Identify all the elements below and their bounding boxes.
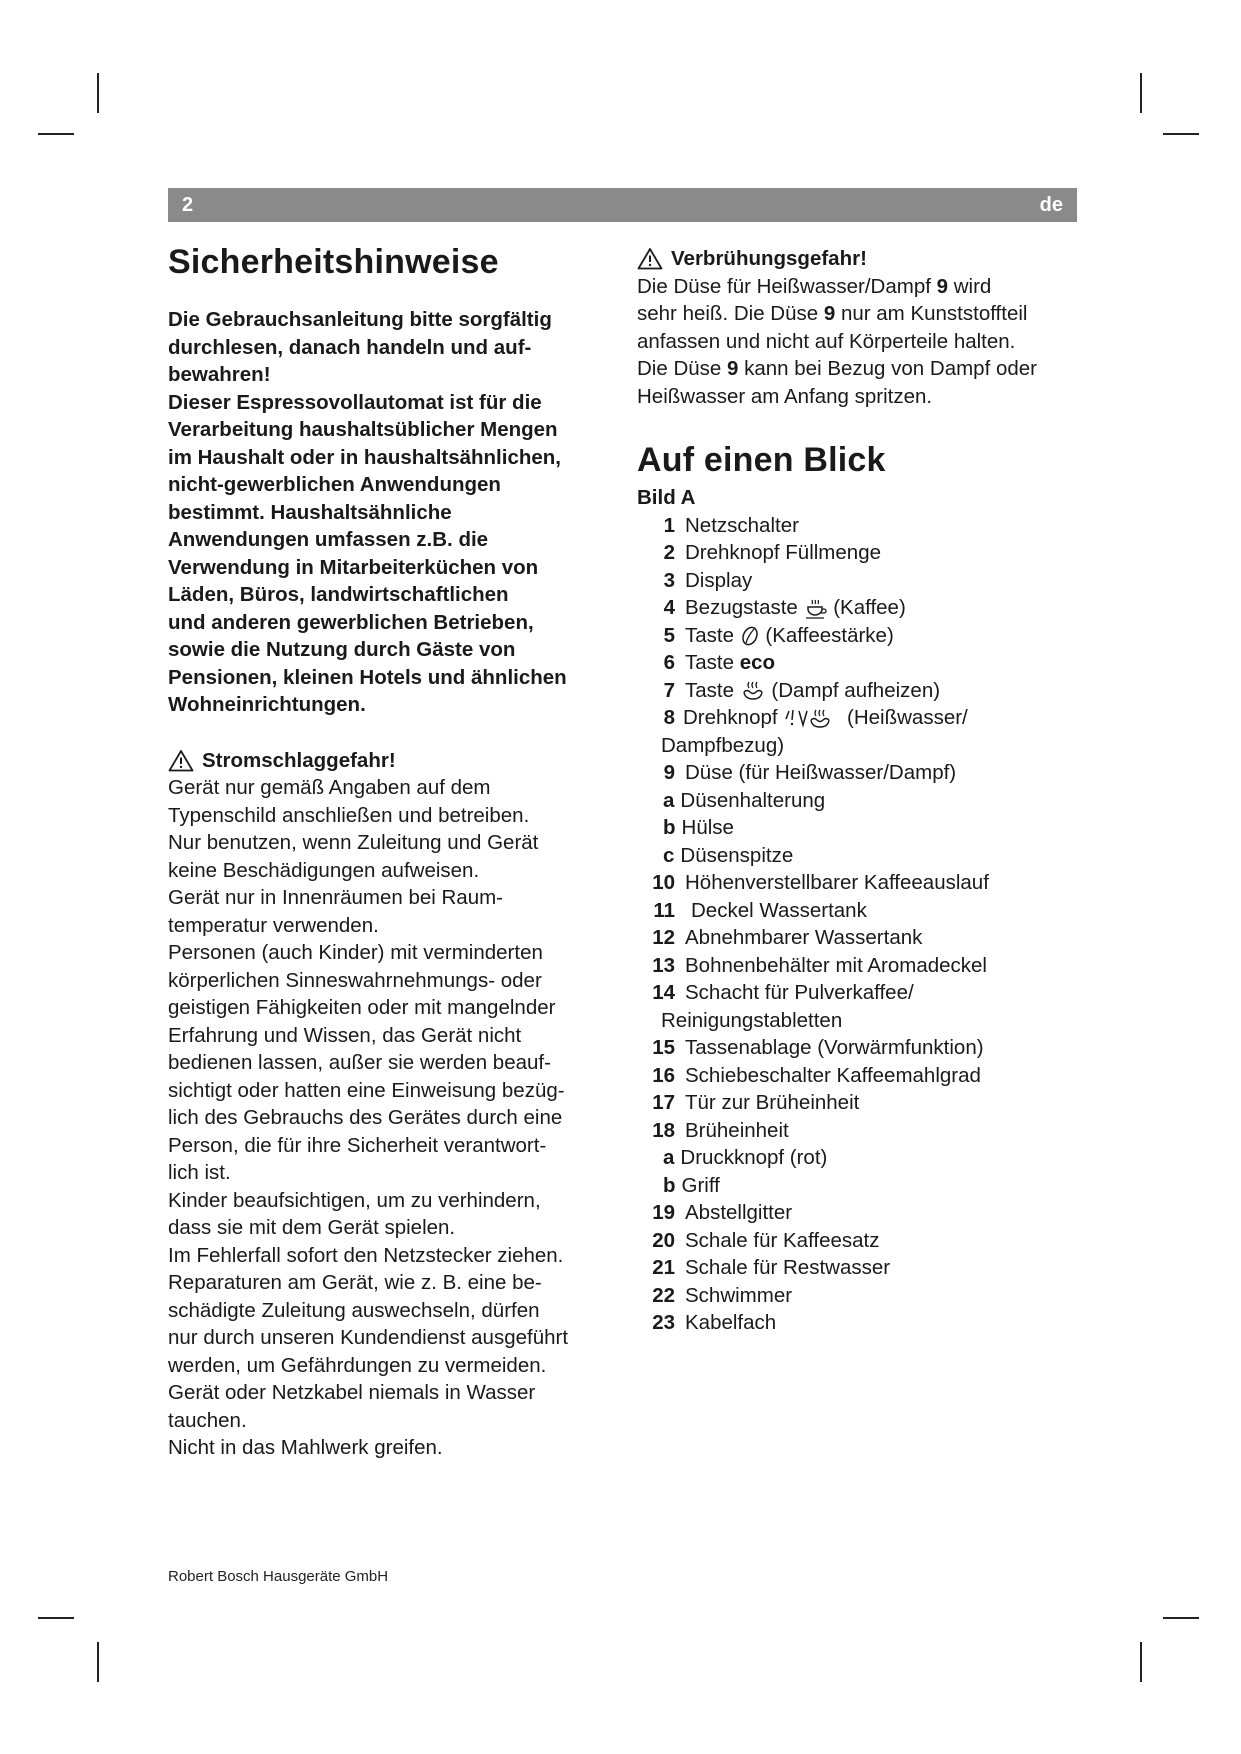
text-line: dass sie mit dem Gerät spielen.	[168, 1216, 456, 1239]
text-line: nicht-gewerblichen Anwendungen	[168, 473, 501, 496]
crop-mark	[1163, 1617, 1199, 1619]
list-item: 1 Netzschalter	[663, 513, 799, 537]
list-item-continuation: Dampfbezug)	[661, 733, 785, 757]
text-line: bestimmt. Haushaltsähnliche	[168, 500, 452, 524]
text-line: anfassen und nicht auf Körperteile halten.	[637, 329, 1016, 353]
list-item-continuation: Reinigungstabletten	[661, 1008, 843, 1032]
list-item: 7 Taste (Dampf aufheizen)	[663, 678, 941, 702]
parts-list	[637, 484, 1087, 1337]
crop-mark	[1163, 133, 1199, 135]
page-title: Sicherheitshinweise	[168, 243, 499, 281]
steam-icon	[740, 680, 766, 702]
text-line: durchlesen, danach handeln und auf-	[168, 335, 532, 359]
crop-mark	[38, 133, 74, 135]
list-item: 3 Display	[663, 568, 753, 592]
text-line: Nicht in das Mahlwerk greifen.	[168, 1436, 443, 1459]
text-line: Nur benutzen, wenn Zuleitung und Gerät	[168, 831, 539, 854]
text-line: Verwendung in Mitarbeiterküchen von	[168, 555, 539, 579]
text-line: Die Düse 9 kann bei Bezug von Dampf oder	[637, 357, 1037, 380]
text-line: Reparaturen am Gerät, wie z. B. eine be-	[168, 1271, 542, 1294]
text-line: Die Düse für Heißwasser/Dampf 9 wird	[637, 274, 992, 298]
text-line: Kinder beaufsichtigen, um zu verhindern,	[168, 1188, 541, 1212]
list-subitem: a Düsenhalterung	[663, 788, 826, 812]
text-line: werden, um Gefährdungen zu vermeiden.	[168, 1353, 547, 1377]
list-item: 12 Abnehmbarer Wassertank	[652, 926, 923, 949]
text-line: Personen (auch Kinder) mit verminderten	[168, 941, 543, 964]
text-line: Die Gebrauchsanleitung bitte sorgfältig	[168, 308, 552, 331]
list-subitem: c Düsenspitze	[663, 843, 794, 867]
list-subitem: a Druckknopf (rot)	[663, 1146, 828, 1169]
warning-heading	[168, 747, 616, 775]
crop-mark	[1140, 1642, 1142, 1682]
coffee-bean-icon	[740, 625, 760, 647]
text-line: temperatur verwenden.	[168, 913, 379, 937]
scald-warning-text	[637, 273, 1087, 411]
text-line: Verarbeitung haushaltsüblicher Mengen	[168, 418, 558, 441]
text-line: und anderen gewerblichen Betrieben,	[168, 610, 534, 634]
text-line: Pensionen, kleinen Hotels und ähnlichen	[168, 665, 567, 689]
list-item: 2 Drehknopf Füllmenge	[663, 541, 881, 564]
warning-triangle-icon	[637, 247, 663, 270]
header-bar	[168, 188, 1077, 222]
text-line: sehr heiß. Die Düse 9 nur am Kunststoffteil	[637, 302, 1028, 325]
right-column	[637, 245, 1087, 1337]
list-item: 15 Tassenablage (Vorwärmfunktion)	[652, 1036, 984, 1059]
text-line: Wohneinrichtungen.	[168, 693, 366, 716]
list-item: 16 Schiebeschalter Kaffeemahlgrad	[652, 1063, 981, 1087]
list-item: 21 Schale für Restwasser	[652, 1256, 891, 1279]
list-subitem: b Griff	[663, 1173, 720, 1197]
text-line: Anwendungen umfassen z.B. die	[168, 528, 489, 551]
warning-triangle-icon	[168, 749, 194, 772]
crop-mark	[97, 73, 99, 113]
text-line: tauchen.	[168, 1408, 247, 1432]
warning-text	[168, 774, 616, 1462]
text-line: sichtigt oder hatten eine Einweisung bezüg-	[168, 1078, 565, 1102]
coffee-cup-icon	[804, 598, 828, 620]
language-code: de	[1039, 193, 1063, 216]
text-line: bedienen lassen, außer sie werden beauf-	[168, 1051, 551, 1074]
list-item: 4 Bezugstaste (Kaffee)	[663, 596, 906, 619]
text-line: Gerät nur in Innenräumen bei Raum-	[168, 886, 504, 909]
list-item: 11 Deckel Wassertank	[653, 898, 867, 922]
text-line: körperlichen Sinneswahrnehmungs- oder	[168, 968, 542, 992]
crop-mark	[38, 1617, 74, 1619]
section-title: Auf einen Blick	[637, 441, 886, 479]
warning-title: Verbrühungsgefahr!	[671, 247, 867, 270]
crop-mark	[1140, 73, 1142, 113]
list-item: 6 Taste eco	[663, 651, 776, 674]
text-line: nur durch unseren Kundendienst ausgeführt	[168, 1326, 569, 1349]
text-line: bewahren!	[168, 363, 271, 386]
warning-title: Stromschlaggefahr!	[202, 748, 396, 772]
footer-company: Robert Bosch Hausgeräte GmbH	[168, 1568, 389, 1585]
list-item: 9 Düse (für Heißwasser/Dampf)	[663, 761, 957, 784]
list-subitem: b Hülse	[663, 816, 734, 839]
text-line: schädigte Zuleitung auswechseln, dürfen	[168, 1298, 540, 1322]
text-line: Gerät oder Netzkabel niemals in Wasser	[168, 1381, 536, 1404]
hot-water-steam-icon	[783, 707, 841, 731]
figure-label: Bild A	[637, 486, 696, 509]
list-item: 22 Schwimmer	[652, 1283, 793, 1307]
text-line: Typenschild anschließen und betreiben.	[168, 803, 530, 827]
text-line: Erfahrung und Wissen, das Gerät nicht	[168, 1023, 522, 1047]
list-item: 19 Abstellgitter	[652, 1201, 793, 1224]
left-column	[168, 238, 616, 1462]
text-line: lich ist.	[168, 1161, 231, 1184]
list-item: 17 Tür zur Brüheinheit	[652, 1091, 860, 1114]
text-line: sowie die Nutzung durch Gäste von	[168, 638, 516, 661]
intro-paragraph	[168, 306, 616, 719]
scald-warning-heading	[637, 245, 1087, 273]
list-item: 13 Bohnenbehälter mit Aromadeckel	[652, 953, 987, 977]
text-line: keine Beschädigungen aufweisen.	[168, 858, 480, 882]
list-item: 18 Brüheinheit	[652, 1118, 789, 1142]
text-line: im Haushalt oder in haushaltsähnlichen,	[168, 445, 561, 469]
list-item: 8 Drehknopf (Heißwasser/	[663, 706, 968, 729]
text-line: Im Fehlerfall sofort den Netzstecker ziehen.	[168, 1243, 564, 1267]
text-line: Läden, Büros, landwirtschaftlichen	[168, 583, 509, 606]
list-item: 10 Höhenverstellbarer Kaffeeauslauf	[652, 871, 989, 894]
text-line: geistigen Fähigkeiten oder mit mangelnder	[168, 996, 556, 1019]
crop-mark	[97, 1642, 99, 1682]
text-line: lich des Gebrauchs des Gerätes durch eine	[168, 1106, 563, 1129]
list-item: 5 Taste (Kaffeestärke)	[663, 623, 894, 647]
text-line: Gerät nur gemäß Angaben auf dem	[168, 776, 491, 799]
list-item: 14 Schacht für Pulverkaffee/	[652, 981, 914, 1004]
list-item: 23 Kabelfach	[652, 1311, 777, 1334]
text-line: Person, die für ihre Sicherheit verantwort-	[168, 1133, 547, 1157]
page-number: 2	[182, 193, 194, 216]
text-line: Heißwasser am Anfang spritzen.	[637, 384, 933, 408]
electric-shock-warning	[168, 747, 616, 1462]
text-line: Dieser Espressovollautomat ist für die	[168, 390, 542, 414]
list-item: 20 Schale für Kaffeesatz	[652, 1228, 880, 1252]
